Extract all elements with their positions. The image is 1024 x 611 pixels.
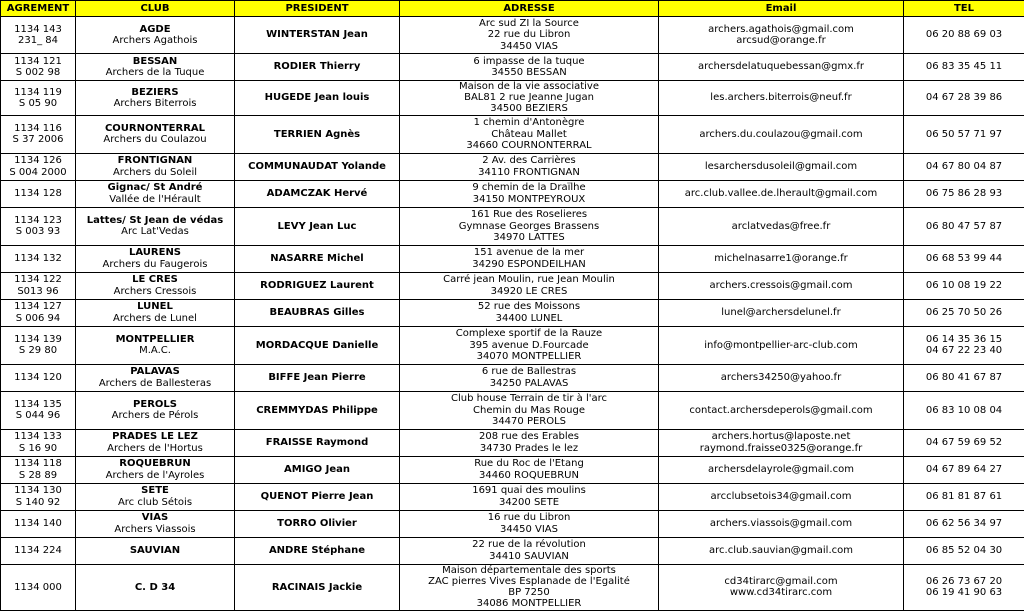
tel-line: 06 83 10 08 04: [906, 405, 1022, 416]
agrement-line: S 004 2000: [3, 167, 73, 178]
club-name: COURNONTERRAL: [78, 123, 232, 134]
email-cell: [659, 537, 904, 564]
club-name: MONTPELLIER: [78, 334, 232, 345]
agrement-cell: [1, 207, 76, 245]
email-link[interactable]: archers.du.coulazou@gmail.com: [661, 129, 901, 140]
table-row: [1, 180, 1024, 207]
club-cell: [76, 245, 235, 272]
agrement-line: 1134 116: [3, 123, 73, 134]
president-cell: AMIGO Jean: [235, 456, 400, 483]
agrement-line: 1134 132: [3, 253, 73, 264]
tel-cell: [904, 364, 1024, 391]
club-subtitle: Arc club Sétois: [78, 497, 232, 508]
agrement-line: 231_ 84: [3, 35, 73, 46]
club-cell: [76, 456, 235, 483]
agrement-line: 1134 140: [3, 518, 73, 529]
email-cell: [659, 115, 904, 153]
email-link[interactable]: archersdelatuquebessan@gmx.fr: [661, 61, 901, 72]
president-cell: RODIER Thierry: [235, 54, 400, 81]
email-link[interactable]: lesarchersdusoleil@gmail.com: [661, 161, 901, 172]
tel-line: 06 80 41 67 87: [906, 372, 1022, 383]
agrement-cell: [1, 54, 76, 81]
club-subtitle: Vallée de l'Hérault: [78, 194, 232, 205]
adresse-line: 34110 FRONTIGNAN: [402, 167, 656, 178]
club-name: SETE: [78, 485, 232, 496]
header-row: [1, 1, 1024, 17]
club-cell: [76, 483, 235, 510]
president-cell: NASARRE Michel: [235, 245, 400, 272]
agrement-line: 1134 123: [3, 215, 73, 226]
adresse-line: 34410 SAUVIAN: [402, 551, 656, 562]
club-subtitle: Archers du Faugerois: [78, 259, 232, 270]
adresse-line: 34150 MONTPEYROUX: [402, 194, 656, 205]
agrement-cell: [1, 510, 76, 537]
adresse-line: 34086 MONTPELLIER: [402, 598, 656, 609]
tel-line: 06 14 35 36 15: [906, 334, 1022, 345]
president-cell: COMMUNAUDAT Yolande: [235, 153, 400, 180]
tel-line: 06 20 88 69 03: [906, 29, 1022, 40]
president-cell: HUGEDE Jean louis: [235, 81, 400, 116]
adresse-line: 161 Rue des Roselieres: [402, 209, 656, 220]
adresse-cell: [400, 81, 659, 116]
club-name: C. D 34: [78, 582, 232, 593]
tel-cell: [904, 510, 1024, 537]
email-cell: [659, 326, 904, 364]
club-cell: [76, 207, 235, 245]
table-row: [1, 326, 1024, 364]
email-cell: [659, 564, 904, 610]
adresse-line: Maison de la vie associative: [402, 81, 656, 92]
agrement-cell: [1, 326, 76, 364]
adresse-cell: [400, 54, 659, 81]
president-cell: RODRIGUEZ Laurent: [235, 272, 400, 299]
tel-cell: [904, 81, 1024, 116]
club-name: LUNEL: [78, 301, 232, 312]
adresse-cell: [400, 537, 659, 564]
adresse-line: Club house Terrain de tir à l'arc: [402, 393, 656, 404]
tel-line: 04 67 22 23 40: [906, 345, 1022, 356]
adresse-line: 34450 VIAS: [402, 41, 656, 52]
president-cell: QUENOT Pierre Jean: [235, 483, 400, 510]
email-link[interactable]: www.cd34tirarc.com: [661, 587, 901, 598]
tel-cell: [904, 483, 1024, 510]
adresse-line: 34730 Prades le lez: [402, 443, 656, 454]
table-row: [1, 17, 1024, 54]
club-name: FRONTIGNAN: [78, 155, 232, 166]
adresse-cell: [400, 326, 659, 364]
adresse-line: 34660 COURNONTERRAL: [402, 140, 656, 151]
tel-line: 04 67 59 69 52: [906, 437, 1022, 448]
adresse-line: Gymnase Georges Brassens: [402, 221, 656, 232]
email-link[interactable]: cd34tirarc@gmail.com: [661, 576, 901, 587]
email-link[interactable]: arclatvedas@free.fr: [661, 221, 901, 232]
table-row: [1, 364, 1024, 391]
adresse-line: 34450 VIAS: [402, 524, 656, 535]
adresse-line: 34970 LATTES: [402, 232, 656, 243]
club-name: Lattes/ St Jean de védas: [78, 215, 232, 226]
club-name: BEZIERS: [78, 87, 232, 98]
agrement-line: S 002 98: [3, 67, 73, 78]
agrement-line: S 003 93: [3, 226, 73, 237]
tel-cell: [904, 272, 1024, 299]
table-row: [1, 510, 1024, 537]
table-row: [1, 537, 1024, 564]
president-cell: TORRO Olivier: [235, 510, 400, 537]
adresse-cell: [400, 429, 659, 456]
email-link[interactable]: archers.hortus@laposte.net: [661, 431, 901, 442]
agrement-line: 1134 122: [3, 274, 73, 285]
agrement-cell: [1, 429, 76, 456]
club-cell: [76, 510, 235, 537]
email-link[interactable]: archersdelayrole@gmail.com: [661, 464, 901, 475]
club-subtitle: Archers Agathois: [78, 35, 232, 46]
table-row: [1, 153, 1024, 180]
agrement-cell: [1, 456, 76, 483]
adresse-cell: [400, 364, 659, 391]
president-cell: WINTERSTAN Jean: [235, 17, 400, 54]
agrement-cell: [1, 483, 76, 510]
agrement-cell: [1, 81, 76, 116]
email-link[interactable]: arc.club.sauvian@gmail.com: [661, 545, 901, 556]
adresse-line: 34550 BESSAN: [402, 67, 656, 78]
agrement-cell: [1, 245, 76, 272]
email-cell: [659, 180, 904, 207]
tel-cell: [904, 180, 1024, 207]
adresse-cell: [400, 17, 659, 54]
club-subtitle: Archers de Ballesteras: [78, 378, 232, 389]
table-row: [1, 115, 1024, 153]
club-name: AGDE: [78, 24, 232, 35]
club-name: PEROLS: [78, 399, 232, 410]
email-link[interactable]: archers34250@yahoo.fr: [661, 372, 901, 383]
tel-line: 06 83 35 45 11: [906, 61, 1022, 72]
table-row: [1, 391, 1024, 429]
agrement-cell: [1, 180, 76, 207]
club-subtitle: Archers de l'Hortus: [78, 443, 232, 454]
tel-cell: [904, 245, 1024, 272]
adresse-line: 151 avenue de la mer: [402, 247, 656, 258]
club-cell: [76, 272, 235, 299]
adresse-cell: [400, 272, 659, 299]
club-subtitle: Archers de Lunel: [78, 313, 232, 324]
agrement-cell: [1, 272, 76, 299]
agrement-line: S 044 96: [3, 410, 73, 421]
adresse-cell: [400, 483, 659, 510]
president-cell: MORDACQUE Danielle: [235, 326, 400, 364]
tel-line: 04 67 80 04 87: [906, 161, 1022, 172]
email-cell: [659, 272, 904, 299]
email-cell: [659, 456, 904, 483]
adresse-line: 34200 SETE: [402, 497, 656, 508]
president-cell: LEVY Jean Luc: [235, 207, 400, 245]
adresse-line: 9 chemin de la Draïlhe: [402, 182, 656, 193]
club-cell: [76, 81, 235, 116]
adresse-cell: [400, 456, 659, 483]
club-cell: [76, 180, 235, 207]
table-row: [1, 54, 1024, 81]
email-link[interactable]: arcclubsetois34@gmail.com: [661, 491, 901, 502]
adresse-line: Château Mallet: [402, 129, 656, 140]
club-name: LAURENS: [78, 247, 232, 258]
email-cell: [659, 54, 904, 81]
email-cell: [659, 207, 904, 245]
club-cell: [76, 299, 235, 326]
agrement-line: 1134 118: [3, 458, 73, 469]
club-name: SAUVIAN: [78, 545, 232, 556]
adresse-cell: [400, 115, 659, 153]
email-link[interactable]: les.archers.biterrois@neuf.fr: [661, 92, 901, 103]
agrement-cell: [1, 564, 76, 610]
email-cell: [659, 364, 904, 391]
adresse-line: 52 rue des Moissons: [402, 301, 656, 312]
email-cell: [659, 299, 904, 326]
adresse-line: 2 Av. des Carrières: [402, 155, 656, 166]
tel-cell: [904, 391, 1024, 429]
club-name: BESSAN: [78, 56, 232, 67]
email-link[interactable]: archers.agathois@gmail.com: [661, 24, 901, 35]
club-name: LE CRES: [78, 274, 232, 285]
adresse-cell: [400, 245, 659, 272]
club-cell: [76, 326, 235, 364]
agrement-line: 1134 139: [3, 334, 73, 345]
agrement-line: 1134 128: [3, 188, 73, 199]
club-name: ROQUEBRUN: [78, 458, 232, 469]
adresse-line: Rue du Roc de l'Etang: [402, 458, 656, 469]
email-cell: [659, 153, 904, 180]
email-cell: [659, 391, 904, 429]
tel-line: 04 67 28 39 86: [906, 92, 1022, 103]
agrement-cell: [1, 115, 76, 153]
adresse-line: 6 impasse de la tuque: [402, 56, 656, 67]
email-cell: [659, 245, 904, 272]
adresse-line: Chemin du Mas Rouge: [402, 405, 656, 416]
president-cell: FRAISSE Raymond: [235, 429, 400, 456]
tel-line: 06 85 52 04 30: [906, 545, 1022, 556]
header-president: PRESIDENT: [235, 1, 400, 17]
header-email: Email: [659, 1, 904, 17]
president-cell: ADAMCZAK Hervé: [235, 180, 400, 207]
club-cell: [76, 54, 235, 81]
tel-line: 06 75 86 28 93: [906, 188, 1022, 199]
tel-line: 06 68 53 99 44: [906, 253, 1022, 264]
email-cell: [659, 483, 904, 510]
tel-line: 06 25 70 50 26: [906, 307, 1022, 318]
club-subtitle: M.A.C.: [78, 345, 232, 356]
agrement-line: 1134 135: [3, 399, 73, 410]
agrement-cell: [1, 364, 76, 391]
tel-cell: [904, 17, 1024, 54]
adresse-line: 1 chemin d'Antonègre: [402, 117, 656, 128]
agrement-line: 1134 000: [3, 582, 73, 593]
tel-cell: [904, 54, 1024, 81]
tel-cell: [904, 153, 1024, 180]
club-name: VIAS: [78, 512, 232, 523]
adresse-line: 34400 LUNEL: [402, 313, 656, 324]
club-cell: [76, 17, 235, 54]
email-cell: [659, 510, 904, 537]
agrement-line: 1134 133: [3, 431, 73, 442]
adresse-line: Maison départementale des sports: [402, 565, 656, 576]
tel-line: 06 26 73 67 20: [906, 576, 1022, 587]
table-row: [1, 207, 1024, 245]
tel-cell: [904, 537, 1024, 564]
adresse-cell: [400, 510, 659, 537]
adresse-cell: [400, 207, 659, 245]
adresse-line: Carré jean Moulin, rue Jean Moulin: [402, 274, 656, 285]
header-agrement: AGREMENT: [1, 1, 76, 17]
table-row: [1, 456, 1024, 483]
adresse-line: 208 rue des Erables: [402, 431, 656, 442]
club-subtitle: Archers de Pérols: [78, 410, 232, 421]
table-row: [1, 483, 1024, 510]
tel-line: 06 10 08 19 22: [906, 280, 1022, 291]
club-cell: [76, 429, 235, 456]
club-cell: [76, 537, 235, 564]
adresse-cell: [400, 299, 659, 326]
adresse-line: 34290 ESPONDEILHAN: [402, 259, 656, 270]
agrement-line: 1134 224: [3, 545, 73, 556]
adresse-cell: [400, 391, 659, 429]
tel-line: 06 81 81 87 61: [906, 491, 1022, 502]
tel-cell: [904, 326, 1024, 364]
agrement-cell: [1, 299, 76, 326]
agrement-cell: [1, 17, 76, 54]
agrement-line: S013 96: [3, 286, 73, 297]
table-row: [1, 81, 1024, 116]
table-row: [1, 564, 1024, 610]
agrement-line: 1134 121: [3, 56, 73, 67]
email-cell: [659, 429, 904, 456]
adresse-line: 34500 BEZIERS: [402, 103, 656, 114]
adresse-line: 34070 MONTPELLIER: [402, 351, 656, 362]
club-subtitle: Archers Viassois: [78, 524, 232, 535]
adresse-line: 22 rue du Libron: [402, 29, 656, 40]
club-cell: [76, 153, 235, 180]
club-subtitle: Arc Lat'Vedas: [78, 226, 232, 237]
adresse-line: 22 rue de la révolution: [402, 539, 656, 550]
agrement-line: 1134 120: [3, 372, 73, 383]
adresse-line: 34920 LE CRES: [402, 286, 656, 297]
agrement-line: 1134 119: [3, 87, 73, 98]
club-subtitle: Archers Biterrois: [78, 98, 232, 109]
email-link[interactable]: raymond.fraisse0325@orange.fr: [661, 443, 901, 454]
tel-cell: [904, 456, 1024, 483]
adresse-line: ZAC pierres Vives Esplanade de l'Egalité: [402, 576, 656, 587]
adresse-cell: [400, 180, 659, 207]
email-link[interactable]: arc.club.vallee.de.lherault@gmail.com: [661, 188, 901, 199]
email-link[interactable]: archers.viassois@gmail.com: [661, 518, 901, 529]
club-subtitle: Archers de la Tuque: [78, 67, 232, 78]
agrement-line: 1134 127: [3, 301, 73, 312]
adresse-line: 34470 PEROLS: [402, 416, 656, 427]
club-subtitle: Archers de l'Ayroles: [78, 470, 232, 481]
president-cell: BIFFE Jean Pierre: [235, 364, 400, 391]
club-subtitle: Archers du Coulazou: [78, 134, 232, 145]
email-link[interactable]: archers.cressois@gmail.com: [661, 280, 901, 291]
adresse-line: 6 rue de Ballestras: [402, 366, 656, 377]
club-subtitle: Archers Cressois: [78, 286, 232, 297]
table-row: [1, 272, 1024, 299]
agrement-line: 1134 143: [3, 24, 73, 35]
adresse-line: 1691 quai des moulins: [402, 485, 656, 496]
header-club: CLUB: [76, 1, 235, 17]
email-link[interactable]: arcsud@orange.fr: [661, 35, 901, 46]
agrement-line: S 05 90: [3, 98, 73, 109]
agrement-line: S 006 94: [3, 313, 73, 324]
president-cell: CREMMYDAS Philippe: [235, 391, 400, 429]
agrement-line: 1134 126: [3, 155, 73, 166]
adresse-line: BAL81 2 rue Jeanne Jugan: [402, 92, 656, 103]
club-subtitle: Archers du Soleil: [78, 167, 232, 178]
adresse-cell: [400, 153, 659, 180]
agrement-line: S 16 90: [3, 443, 73, 454]
president-cell: RACINAIS Jackie: [235, 564, 400, 610]
agrement-line: S 28 89: [3, 470, 73, 481]
club-name: PRADES LE LEZ: [78, 431, 232, 442]
club-name: PALAVAS: [78, 366, 232, 377]
tel-line: 06 19 41 90 63: [906, 587, 1022, 598]
president-cell: TERRIEN Agnès: [235, 115, 400, 153]
header-adresse: ADRESSE: [400, 1, 659, 17]
table-row: [1, 299, 1024, 326]
adresse-line: Arc sud ZI la Source: [402, 18, 656, 29]
table-row: [1, 245, 1024, 272]
tel-cell: [904, 564, 1024, 610]
email-cell: [659, 81, 904, 116]
club-cell: [76, 564, 235, 610]
table-body: [1, 17, 1024, 611]
agrement-line: S 140 92: [3, 497, 73, 508]
table-row: [1, 429, 1024, 456]
tel-cell: [904, 299, 1024, 326]
tel-line: 06 80 47 57 87: [906, 221, 1022, 232]
tel-cell: [904, 115, 1024, 153]
adresse-line: 16 rue du Libron: [402, 512, 656, 523]
header-tel: TEL: [904, 1, 1024, 17]
club-name: Gignac/ St André: [78, 182, 232, 193]
email-link[interactable]: lunel@archersdelunel.fr: [661, 307, 901, 318]
adresse-line: BP 7250: [402, 587, 656, 598]
club-cell: [76, 391, 235, 429]
email-link[interactable]: info@montpellier-arc-club.com: [661, 340, 901, 351]
email-link[interactable]: contact.archersdeperols@gmail.com: [661, 405, 901, 416]
club-cell: [76, 364, 235, 391]
president-cell: BEAUBRAS Gilles: [235, 299, 400, 326]
tel-cell: [904, 429, 1024, 456]
president-cell: ANDRE Stéphane: [235, 537, 400, 564]
agrement-cell: [1, 537, 76, 564]
tel-line: 06 50 57 71 97: [906, 129, 1022, 140]
adresse-line: Complexe sportif de la Rauze: [402, 328, 656, 339]
agrement-line: 1134 130: [3, 485, 73, 496]
email-link[interactable]: michelnasarre1@orange.fr: [661, 253, 901, 264]
tel-line: 06 62 56 34 97: [906, 518, 1022, 529]
agrement-cell: [1, 391, 76, 429]
adresse-cell: [400, 564, 659, 610]
club-cell: [76, 115, 235, 153]
adresse-line: 395 avenue D.Fourcade: [402, 340, 656, 351]
tel-cell: [904, 207, 1024, 245]
agrement-line: S 37 2006: [3, 134, 73, 145]
email-cell: [659, 17, 904, 54]
adresse-line: 34460 ROQUEBRUN: [402, 470, 656, 481]
adresse-line: 34250 PALAVAS: [402, 378, 656, 389]
tel-line: 04 67 89 64 27: [906, 464, 1022, 475]
agrement-line: S 29 80: [3, 345, 73, 356]
agrement-cell: [1, 153, 76, 180]
